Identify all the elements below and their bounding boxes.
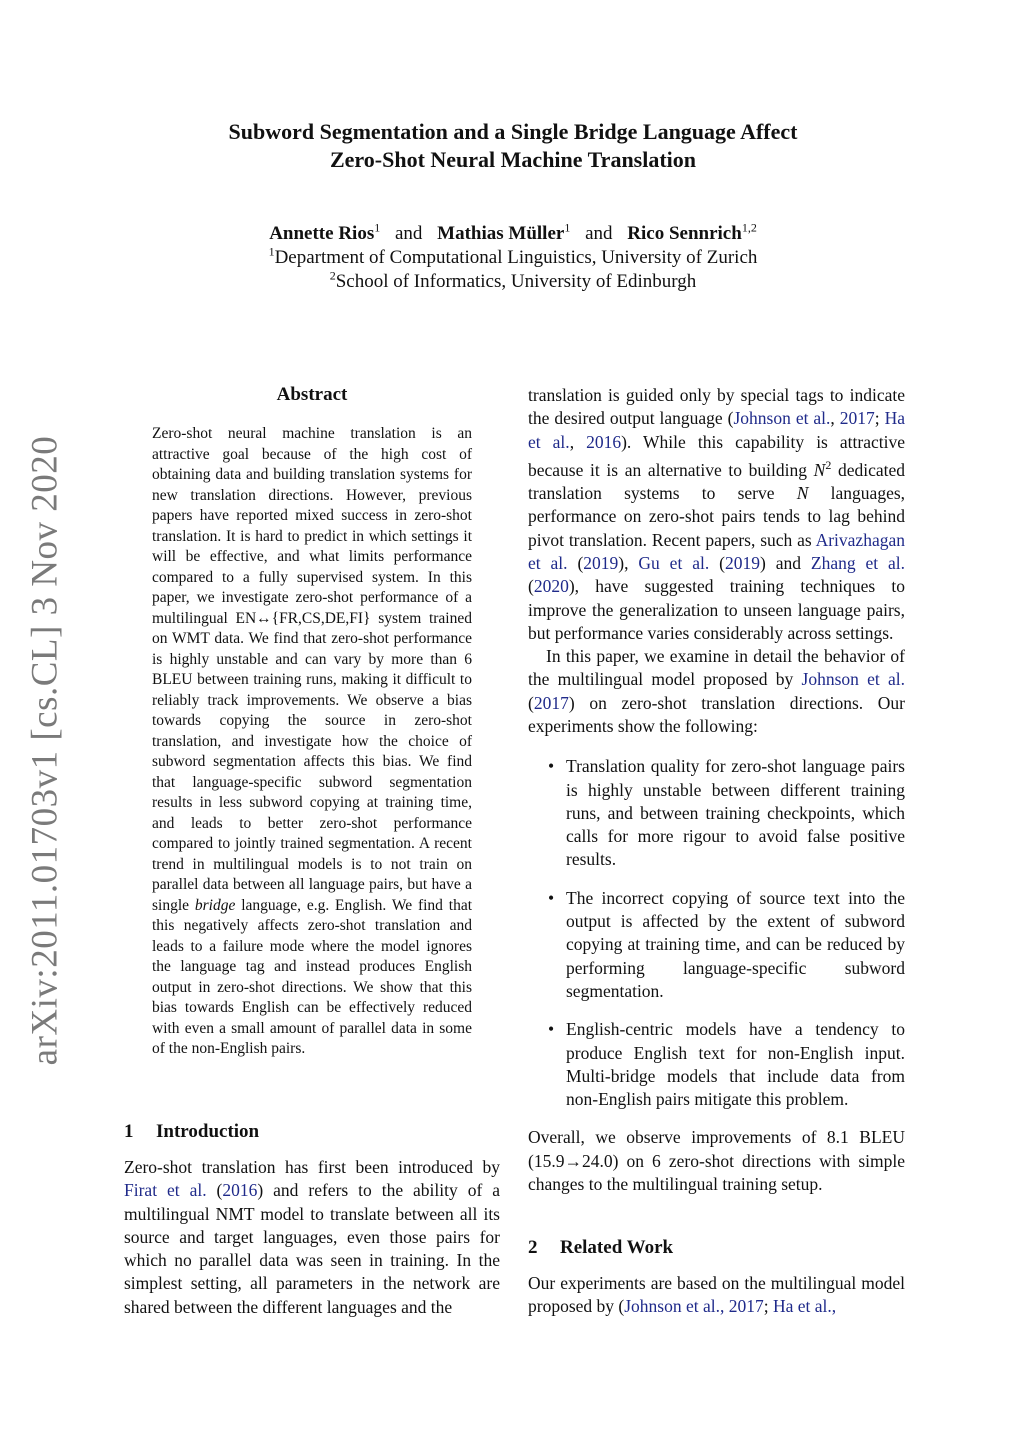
affiliation-mark: 2 (329, 268, 336, 283)
citation-year-link[interactable]: 2016 (222, 1180, 258, 1201)
citation-link[interactable]: Arivazhagan et al. (528, 529, 905, 573)
summary-paragraph: Overall, we observe improvements of 8.1 BLEU (15.9→24.0) on 6 zero-shot directions with simple changes to the multilingual training setup. (528, 1127, 905, 1195)
citation-year-link[interactable]: 2019 (724, 552, 760, 573)
body-text: , have suggested training techniques to improve the generalization to unseen language pairs, but performance varies considerably across settings. (528, 576, 905, 643)
intro-paragraph: Zero-shot translation has first been introduced by Firat et al. (2016) and refers to the ability of a multilingual NMT model to translate between all its source and target languages, even those pairs for which no parallel data was seen in training. In the simplest setting, all parameters in the network are shared between the different languages and the (124, 1157, 501, 1317)
citation-link[interactable]: Zhang et al. (810, 552, 906, 573)
findings-list (528, 755, 905, 1111)
citation-link[interactable]: Firat et al. (124, 1180, 207, 1201)
list-item-text: Translation quality for zero-shot language pairs is highly unstable between different training runs, and between training checkpoints, which calls for more rigour to avoid false positive results. (566, 756, 905, 870)
contribution-paragraph: In this paper, we examine in detail the behavior of the multilingual model proposed by Johnson et al. (2017) on zero-shot translation directions. Our experiments show the following: (528, 646, 906, 736)
bullet-mark: • (548, 756, 555, 777)
affiliation (130, 246, 896, 270)
author-list (130, 222, 896, 246)
abstract-body (152, 424, 472, 1060)
list-item (528, 755, 905, 871)
list-item (528, 887, 905, 1003)
math-symbol: N (796, 483, 809, 504)
bullet-mark: • (548, 887, 555, 908)
section-number: 1 (124, 1121, 134, 1142)
title-line-1: Subword Segmentation and a Single Bridge Language Affect (228, 119, 798, 144)
body-text: ). While this capability is attractive because it is an alternative to building (528, 431, 906, 480)
section-title: Introduction (156, 1121, 260, 1142)
abstract-emphasis: bridge (194, 896, 236, 914)
bullet-mark: • (548, 1019, 555, 1040)
intro-paragraph-continued: translation is guided only by special tags to indicate the desired output language (Johnson et al., 2017; Ha et al., 2016). While this capability is attractive because it is an alternative to building $N^2$ dedicated translation systems to serve N languages, performance on zero-shot pairs tends to lag behind pivot translation. Recent papers, such as Arivazhagan et al. (2019), Gu et al. (2019) and Zhang et al. (2020), have suggested training techniques to improve the generalization to unseen language pairs, but performance varies considerably across settings. (528, 385, 906, 643)
citation-year-link[interactable]: 2017 (533, 692, 569, 713)
right-column (528, 384, 905, 1196)
body-text: Our experiments are based on the multilingual model proposed by ( (528, 1273, 905, 1317)
citation-year-link[interactable]: 2016 (586, 431, 622, 452)
body-text: dedicated translation systems to serve (528, 459, 906, 504)
abstract-heading: Abstract (276, 384, 348, 405)
list-item-text: The incorrect copying of source text into the output is affected by the extent of subword copying at training time, and can be reduced by performing language-specific subword segmentation. (566, 887, 905, 1001)
body-text: Zero-shot translation has first been introduced by (124, 1157, 500, 1177)
citation-link[interactable]: Johnson et al. (733, 408, 831, 429)
author-name: Annette Rios (269, 223, 375, 244)
author-affil-mark: 1 (374, 220, 381, 235)
author-separator: and (585, 223, 613, 244)
author-affil-mark: 1 (564, 220, 571, 235)
author-affil-mark: 1,2 (741, 220, 757, 235)
arxiv-id-text: arXiv:2011.01703v1 [cs.CL] 3 Nov 2020 (24, 435, 66, 1065)
arxiv-side-identifier (18, 435, 72, 1065)
abstract-text: Zero-shot neural machine translation is an attractive goal because of the high cost of obtaining data and building translation systems for new translation directions. However, previous papers have reported mixed success in zero-shot translation. It is hard to predict in which settings it will be effective, and what limits performance compared to a fully supervised system. In this paper, we investigate zero-shot performance of a multilingual EN↔{FR,CS,DE,FI} system trained on WMT data. We find that zero-shot performance is highly unstable and can vary by more than 6 BLEU between training runs, making it difficult to reliably track improvements. We observe a bias towards copying the source in zero-shot translation, and investigate how the choice of subword segmentation affects this bias. We find that language-specific subword segmentation results in less subword copying at training time, and leads to better zero-shot performance compared to jointly trained segmentation. A recent trend in multilingual models is to not train on parallel data between all language pairs, but have a single (152, 425, 472, 914)
citation-year-link[interactable]: 2020 (533, 576, 569, 597)
abstract-text-end: language, e.g. English. We find that this negatively affects zero-shot translation and leads to a failure mode where the model ignores the language tag and instead produces English output in zero-shot directions. We show that this bias towards English can be effectively reduced with even a small amount of parallel data in some of the non-English pairs. (152, 896, 473, 1057)
author-name: Mathias Müller (437, 223, 565, 244)
citation-link[interactable]: Johnson et al., 2017 (624, 1296, 764, 1317)
list-item-text: English-centric models have a tendency to produce English text for non-English input. Multi-bridge models that include data from non-English pairs mitigate this problem. (566, 1019, 905, 1110)
related-work-paragraph: Our experiments are based on the multilingual model proposed by (Johnson et al., 2017; Ha et al., (528, 1273, 905, 1317)
citation-link[interactable]: Gu et al. (638, 552, 710, 573)
body-text: translation is guided only by special tags to indicate the desired output language ( (528, 385, 905, 429)
affiliation-text: School of Informatics, University of Edinburgh (335, 271, 697, 292)
section-heading-related-work (528, 1236, 673, 1260)
citation-link[interactable]: Ha et al. (528, 408, 905, 452)
section-number: 2 (528, 1237, 538, 1258)
author-name: Rico Sennrich (627, 223, 742, 244)
citation-link[interactable]: Johnson et al. (801, 669, 906, 690)
title-line-2: Zero-Shot Neural Machine Translation (329, 147, 697, 172)
section-title: Related Work (560, 1237, 674, 1258)
affiliation (130, 270, 896, 294)
paper-title (130, 118, 896, 174)
citation-year-link[interactable]: 2017 (839, 408, 875, 429)
math-symbol: N (813, 459, 826, 480)
citation-link[interactable]: Ha et al., (773, 1296, 837, 1317)
math-exponent: 2 (825, 457, 832, 472)
citation-year-link[interactable]: 2019 (583, 552, 619, 573)
body-text: languages, performance on zero-shot pairs tends to lag behind pivot translation. Recent papers, such as (528, 483, 906, 550)
section-heading-introduction (124, 1120, 259, 1144)
list-item (528, 1018, 905, 1111)
body-text: and (775, 552, 801, 573)
body-text: and refers to the ability of a multilingual NMT model to translate between all its source and target languages, even those pairs for which no parallel data was seen in training. In the simplest setting, all parameters in the network are shared between the different languages and the (124, 1180, 501, 1317)
body-text: In this paper, we examine in detail the behavior of the multilingual model proposed by (528, 646, 905, 690)
body-text: on zero-shot translation directions. Our experiments show the following: (528, 692, 905, 736)
author-separator: and (394, 223, 423, 244)
affiliation-mark: 1 (268, 244, 275, 259)
affiliation-text: Department of Computational Linguistics, University of Zurich (274, 247, 758, 268)
